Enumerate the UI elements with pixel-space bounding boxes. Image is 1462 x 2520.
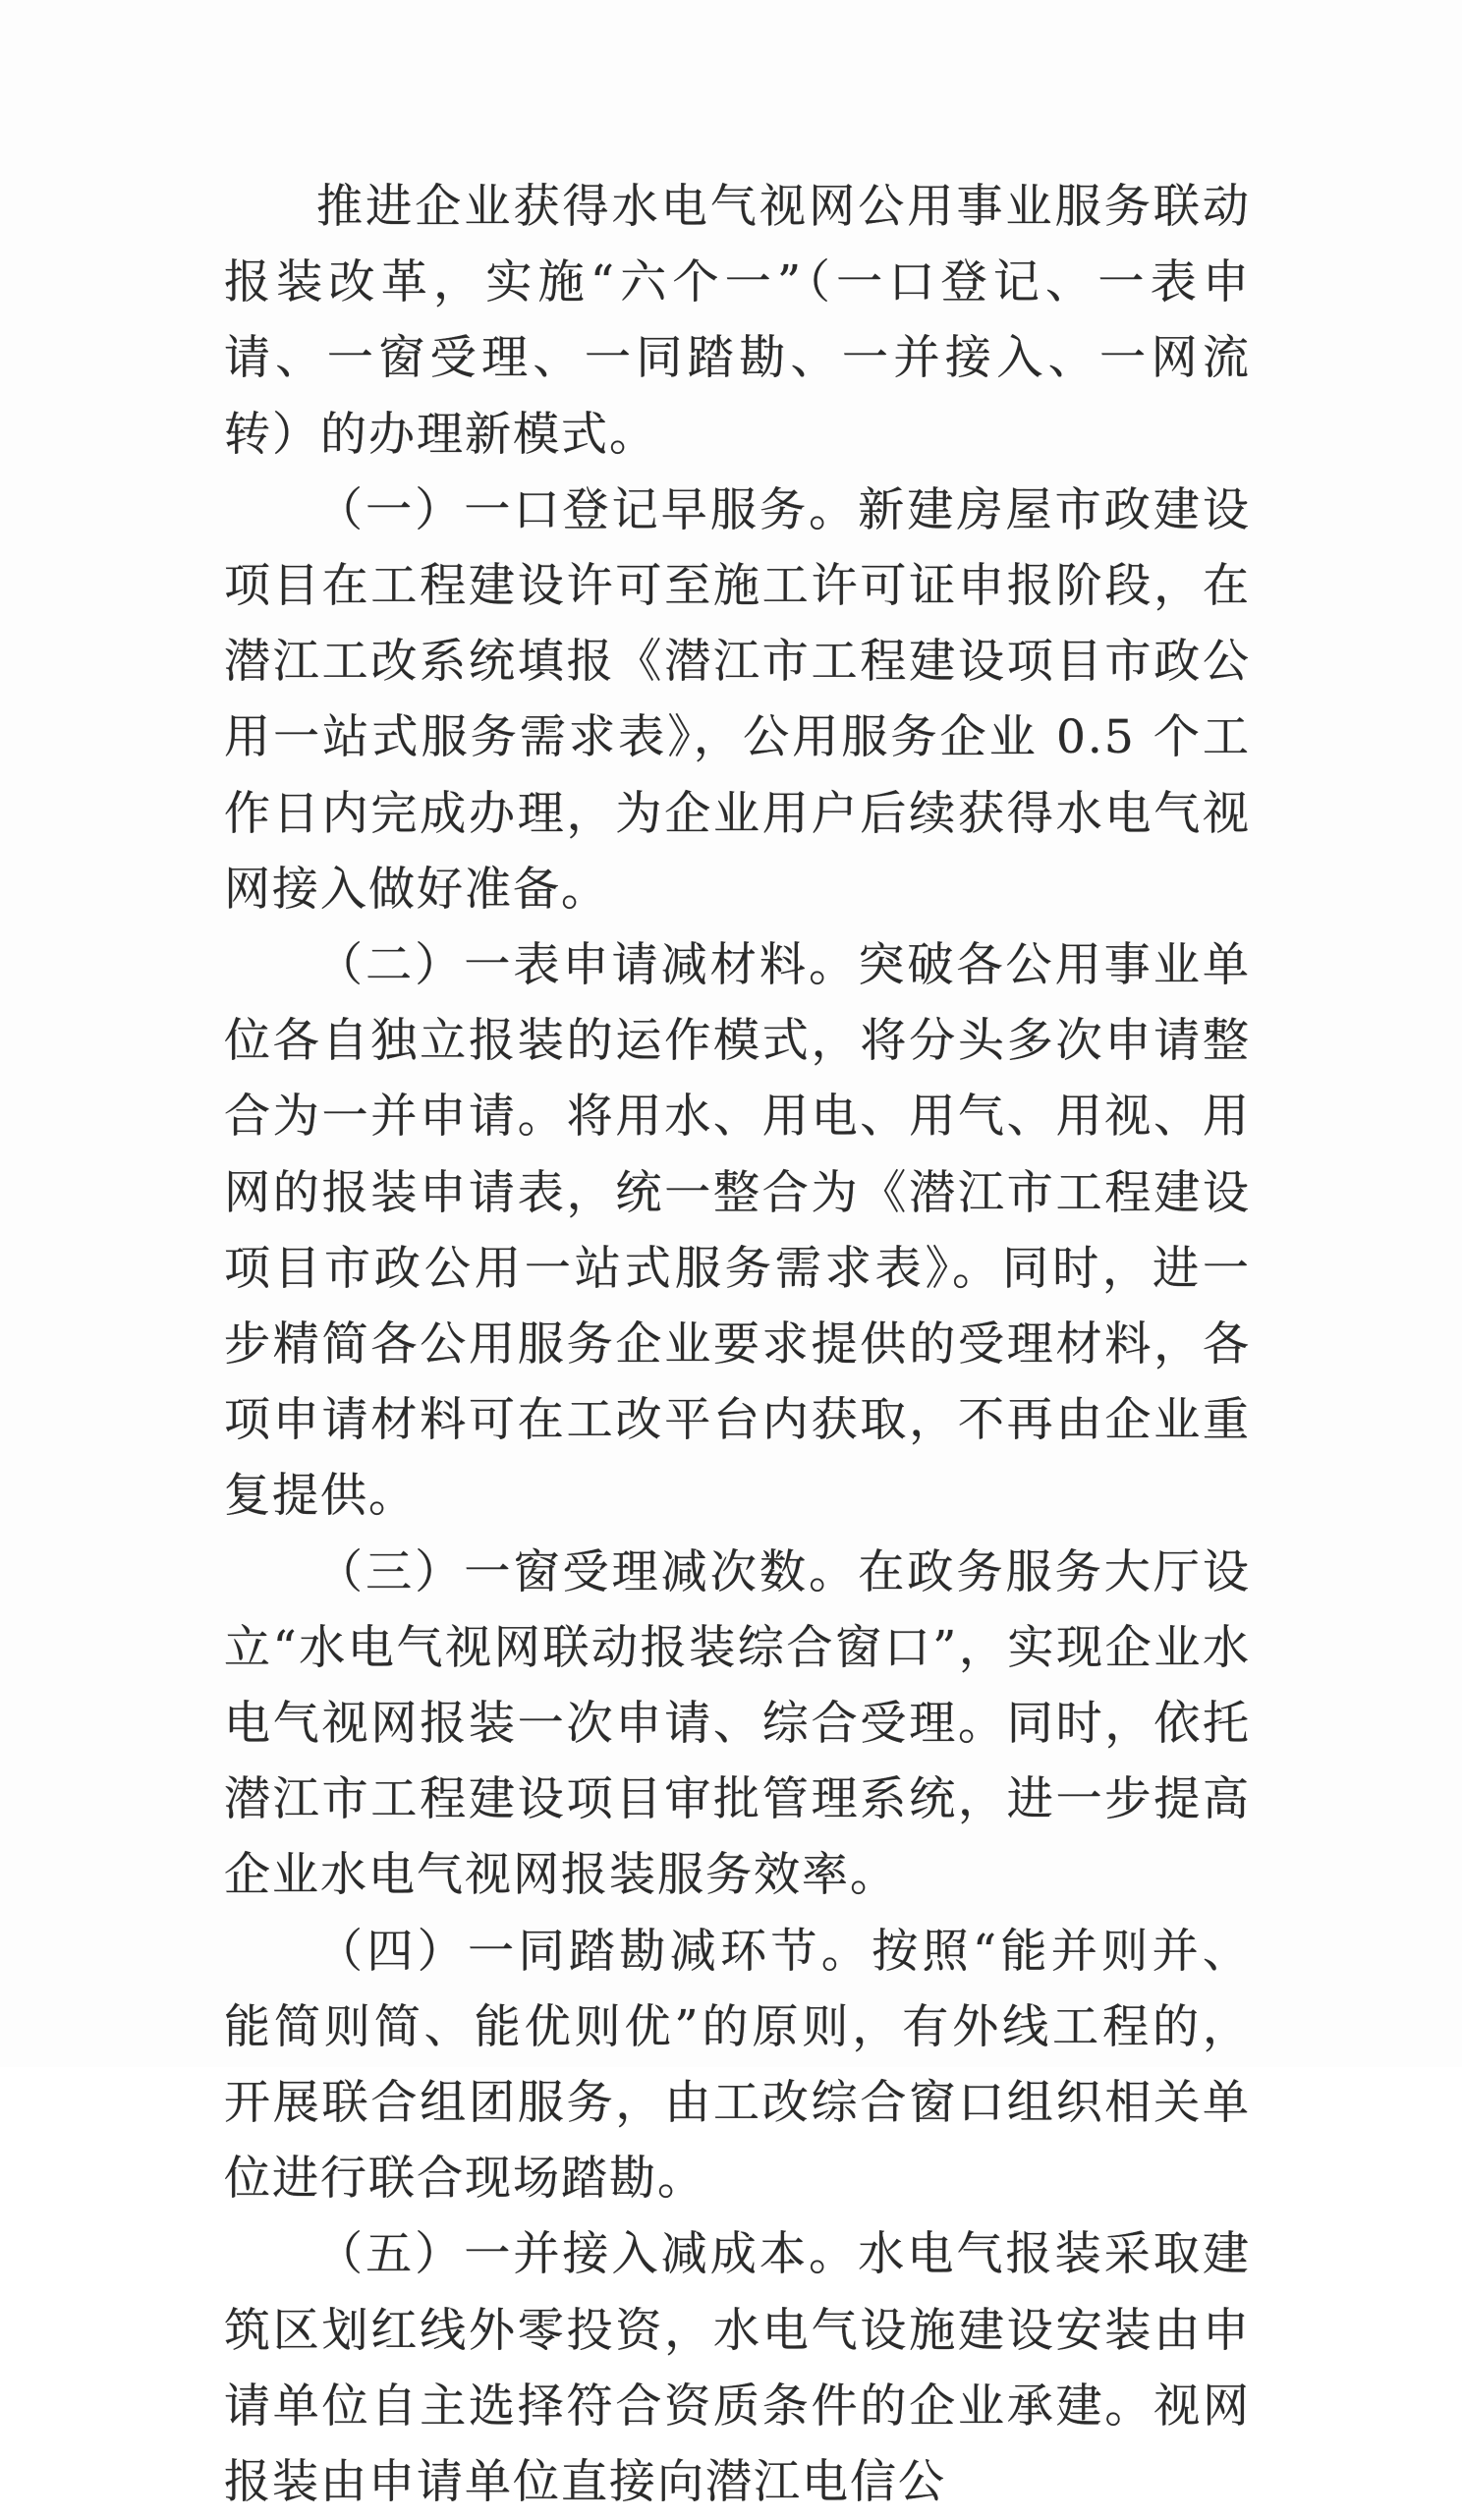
paragraph-item-4: （四）一同踏勘减环节。按照“能并则并、能简则简、能优则优”的原则，有外线工程的，开展联合组团服务，由工改综合窗口组织相关单位进行联合现场踏勘。 <box>224 1924 1251 2207</box>
document-body <box>224 169 1251 2520</box>
paragraph-item-3: （三）一窗受理减次数。在政务服务大厅设立“水电气视网联动报装综合窗口”，实现企业水电气视网报装一次申请、综合受理。同时，依托潜江市工程建设项目审批管理系统，进一步提高企业水电气视网报装服务效率。 <box>224 1544 1251 1903</box>
paragraph-item-2: （二）一表申请减材料。突破各公用事业单位各自独立报装的运作模式，将分头多次申请整合为一并申请。将用水、用电、用气、用视、用网的报装申请表，统一整合为《潜江市工程建设项目市政公用一站式服务需求表》。同时，进一步精简各公用服务企业要求提供的受理材料，各项申请材料可在工改平台内获取，不再由企业重复提供。 <box>224 938 1251 1524</box>
paragraph-item-5: （五）一并接入减成本。水电气报装采取建筑区划红线外零投资，水电气设施建设安装由申请单位自主选择符合资质条件的企业承建。视网报装由申请单位直接向潜江电信公 <box>224 2227 1251 2510</box>
paragraph-intro: 推进企业获得水电气视网公用事业服务联动报装改革，实施“六个一”（一口登记、一表申请、一窗受理、一同踏勘、一并接入、一网流转）的办理新模式。 <box>224 180 1251 462</box>
paragraph-item-1: （一）一口登记早服务。新建房屋市政建设项目在工程建设许可至施工许可证申报阶段，在潜江工改系统填报《潜江市工程建设项目市政公用一站式服务需求表》，公用服务企业 0.5 个工作日内完成办理，为企业用户后续获得水电气视网接入做好准备。 <box>224 482 1251 917</box>
